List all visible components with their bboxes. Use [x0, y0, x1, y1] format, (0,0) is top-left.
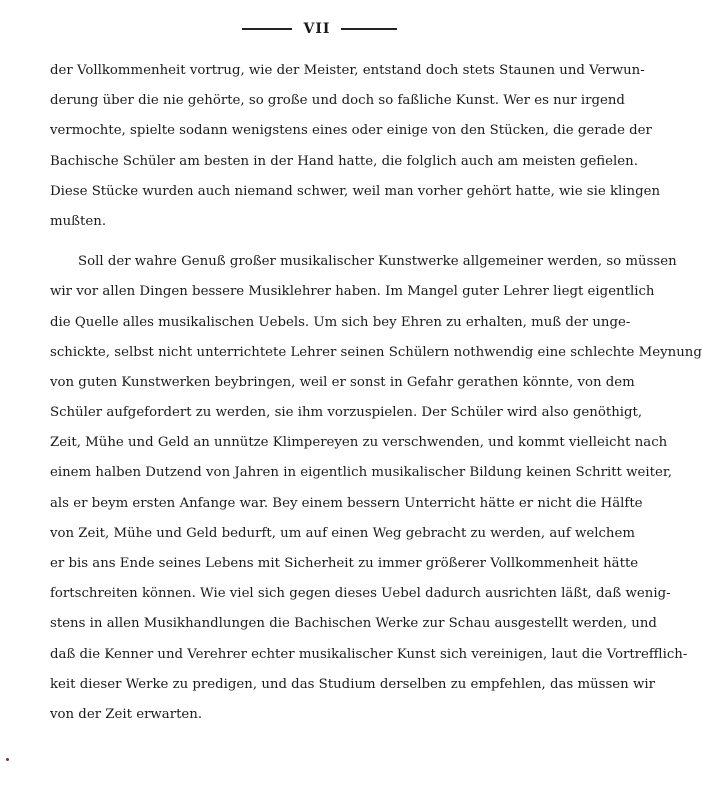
text-line: wir vor allen Dingen bessere Musiklehrer haben. Im Mangel guter Lehrer liegt eigentlich: [50, 284, 655, 300]
ink-speck: [6, 758, 9, 761]
text-line: vermochte, spielte sodann wenigstens eines oder einige von den Stücken, die gerade der: [50, 123, 652, 139]
text-line: mußten.: [50, 213, 107, 229]
paragraph-1: [50, 56, 661, 237]
text-line: fortschreiten können. Wie viel sich gegen dieses Uebel dadurch ausrichten läßt, daß wenig-: [50, 586, 671, 602]
text-line: Zeit, Mühe und Geld an unnütze Klimpereyen zu verschwenden, und kommt vielleicht nach: [50, 435, 668, 451]
text-line: von der Zeit erwarten.: [50, 706, 203, 722]
text-line: schickte, selbst nicht unterrichtete Lehrer seinen Schülern nothwendig eine schlechte Meynung: [50, 344, 702, 360]
text-line: Bachische Schüler am besten in der Hand hatte, die folglich auch am meisten gefielen.: [50, 153, 638, 169]
text-line: Schüler aufgefordert zu werden, sie ihm vorzuspielen. Der Schüler wird also genöthigt,: [50, 405, 643, 421]
text-line: als er beym ersten Anfange war. Bey einem bessern Unterricht hätte er nicht die Hälfte: [50, 495, 643, 511]
text-line: von Zeit, Mühe und Geld bedurft, um auf einen Weg gebracht zu werden, auf welchem: [50, 525, 635, 541]
text-line: Soll der wahre Genuß großer musikalischer Kunstwerke allgemeiner werden, so müssen: [78, 254, 677, 270]
text-line: die Quelle alles musikalischen Uebels. Um sich bey Ehren zu erhalten, muß der unge-: [50, 314, 631, 330]
page-number: VII: [303, 21, 331, 37]
text-line: der Vollkommenheit vortrug, wie der Meister, entstand doch stets Staunen und Verwun-: [50, 63, 645, 78]
text-line: er bis ans Ende seines Lebens mit Sicherheit zu immer größerer Vollkommenheit hätte: [50, 556, 639, 571]
text-line: einem halben Dutzend von Jahren in eigentlich musikalischer Bildung keinen Schritt weiter,: [50, 465, 672, 481]
header-rule-right: [341, 28, 397, 30]
text-line: derung über die nie gehörte, so große und doch so faßliche Kunst. Wer es nur irgend: [50, 93, 625, 109]
paragraph-2: [50, 247, 702, 730]
body-text: [50, 56, 702, 730]
page-header: [0, 18, 633, 40]
text-line: Diese Stücke wurden auch niemand schwer, weil man vorher gehört hatte, wie sie klingen: [50, 183, 661, 199]
text-line: von guten Kunstwerken beybringen, weil er sonst in Gefahr gerathen könnte, von dem: [50, 374, 635, 390]
paragraph-gap: [50, 237, 585, 247]
text-line: daß die Kenner und Verehrer echter musikalischer Kunst sich vereinigen, laut die Vortrefflich-: [50, 646, 688, 662]
text-line: stens in allen Musikhandlungen die Bachischen Werke zur Schau ausgestellt werden, und: [50, 616, 657, 632]
text-line: keit dieser Werke zu predigen, und das Studium derselben zu empfehlen, das müssen wir: [50, 676, 655, 692]
header-rule-left: [242, 28, 292, 30]
